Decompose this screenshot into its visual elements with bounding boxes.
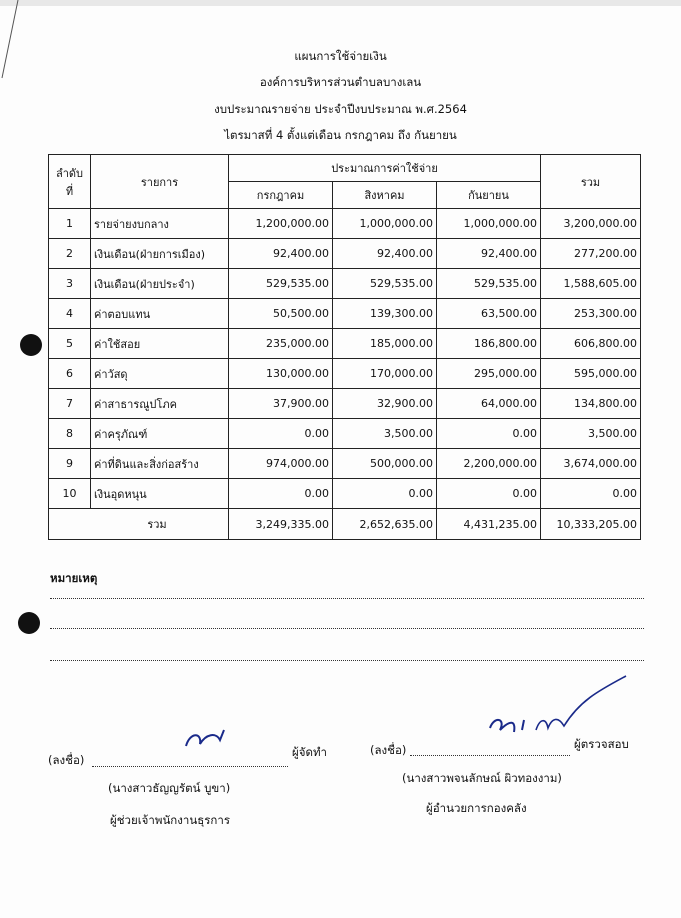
sum-row [49,509,641,540]
row-number: 6 [49,359,91,389]
right-sign-prefix: (ลงชื่อ) [370,743,407,757]
row-month-1: 1,200,000.00 [229,209,333,239]
row-total: 3,674,000.00 [541,449,641,479]
left-signer-name: (นางสาวธัญญรัตน์ บูขา) [108,781,231,795]
row-number: 7 [49,389,91,419]
right-sign-role: ผู้ตรวจสอบ [574,737,629,751]
row-month-1: 529,535.00 [229,269,333,299]
table-row [49,299,641,329]
punch-hole-top [20,334,42,356]
quarter-period: ไตรมาสที่ 4 ตั้งแต่เดือน กรกฎาคม ถึง กันยายน [224,128,457,142]
notes-line-2 [50,628,644,629]
row-month-2: 32,900.00 [333,389,437,419]
row-month-2: 529,535.00 [333,269,437,299]
row-item: ค่าสาธารณูปโภค [91,389,229,419]
row-item: ค่าที่ดินและสิ่งก่อสร้าง [91,449,229,479]
row-month-3: 1,000,000.00 [437,209,541,239]
row-month-3: 63,500.00 [437,299,541,329]
scan-edge [0,0,681,6]
header-estimate-group: ประมาณการค่าใช้จ่าย [229,155,541,182]
header-item: รายการ [91,155,229,209]
sum-month-1: 3,249,335.00 [229,509,333,540]
row-total: 134,800.00 [541,389,641,419]
notes-line-1 [50,598,644,599]
table-row [49,449,641,479]
row-month-1: 235,000.00 [229,329,333,359]
row-item: เงินอุดหนุน [91,479,229,509]
row-total: 606,800.00 [541,329,641,359]
right-signature [480,670,630,740]
row-month-3: 186,800.00 [437,329,541,359]
row-total: 1,588,605.00 [541,269,641,299]
row-total: 0.00 [541,479,641,509]
header-month-2: สิงหาคม [333,182,437,209]
row-number: 4 [49,299,91,329]
sum-label: รวม [49,509,229,540]
sum-month-3: 4,431,235.00 [437,509,541,540]
row-month-2: 1,000,000.00 [333,209,437,239]
row-number: 9 [49,449,91,479]
row-month-3: 2,200,000.00 [437,449,541,479]
header-month-3: กันยายน [437,182,541,209]
row-item: เงินเดือน(ฝ่ายประจำ) [91,269,229,299]
right-sign-line [410,755,570,756]
row-month-1: 37,900.00 [229,389,333,419]
row-month-1: 50,500.00 [229,299,333,329]
doc-title: แผนการใช้จ่ายเงิน [294,49,387,63]
row-item: ค่าวัสดุ [91,359,229,389]
table-row [49,359,641,389]
row-number: 3 [49,269,91,299]
row-month-3: 64,000.00 [437,389,541,419]
row-item: เงินเดือน(ฝ่ายการเมือง) [91,239,229,269]
row-month-2: 92,400.00 [333,239,437,269]
budget-table [48,154,641,540]
row-number: 5 [49,329,91,359]
header-total: รวม [541,155,641,209]
table-row [49,209,641,239]
notes-title: หมายเหตุ [50,571,98,585]
row-number: 10 [49,479,91,509]
notes-line-3 [50,660,644,661]
table-row [49,329,641,359]
row-item: รายจ่ายงบกลาง [91,209,229,239]
row-total: 3,200,000.00 [541,209,641,239]
row-item: ค่าครุภัณฑ์ [91,419,229,449]
left-signature [180,728,230,754]
table-row [49,269,641,299]
row-total: 595,000.00 [541,359,641,389]
header-month-1: กรกฎาคม [229,182,333,209]
row-month-2: 500,000.00 [333,449,437,479]
table-row [49,389,641,419]
row-month-3: 0.00 [437,479,541,509]
row-month-1: 0.00 [229,419,333,449]
row-total: 277,200.00 [541,239,641,269]
sum-grand-total: 10,333,205.00 [541,509,641,540]
row-month-1: 130,000.00 [229,359,333,389]
left-signer-position: ผู้ช่วยเจ้าพนักงานธุรการ [110,813,230,827]
row-number: 8 [49,419,91,449]
budget-year: งบประมาณรายจ่าย ประจำปีงบประมาณ พ.ศ.2564 [214,102,467,116]
row-month-2: 185,000.00 [333,329,437,359]
row-month-2: 170,000.00 [333,359,437,389]
row-month-2: 3,500.00 [333,419,437,449]
table-row [49,239,641,269]
row-month-3: 92,400.00 [437,239,541,269]
right-signer-name: (นางสาวพจนลักษณ์ ผิวทองงาม) [402,771,562,785]
left-sign-line [92,766,288,767]
sum-month-2: 2,652,635.00 [333,509,437,540]
row-number: 2 [49,239,91,269]
row-item: ค่าใช้สอย [91,329,229,359]
row-month-1: 92,400.00 [229,239,333,269]
table-row [49,419,641,449]
left-sign-role: ผู้จัดทำ [292,745,327,759]
row-item: ค่าตอบแทน [91,299,229,329]
table-row [49,479,641,509]
row-month-2: 0.00 [333,479,437,509]
row-total: 253,300.00 [541,299,641,329]
row-month-1: 974,000.00 [229,449,333,479]
row-month-2: 139,300.00 [333,299,437,329]
row-month-3: 529,535.00 [437,269,541,299]
header-order: ลำดับ ที่ [49,155,91,209]
row-number: 1 [49,209,91,239]
left-sign-prefix: (ลงชื่อ) [48,753,85,767]
row-month-3: 295,000.00 [437,359,541,389]
right-signer-position: ผู้อำนวยการกองคลัง [426,801,527,815]
row-month-3: 0.00 [437,419,541,449]
punch-hole-bottom [18,612,40,634]
row-total: 3,500.00 [541,419,641,449]
row-month-1: 0.00 [229,479,333,509]
org-name: องค์การบริหารส่วนตำบลบางเลน [259,75,422,89]
